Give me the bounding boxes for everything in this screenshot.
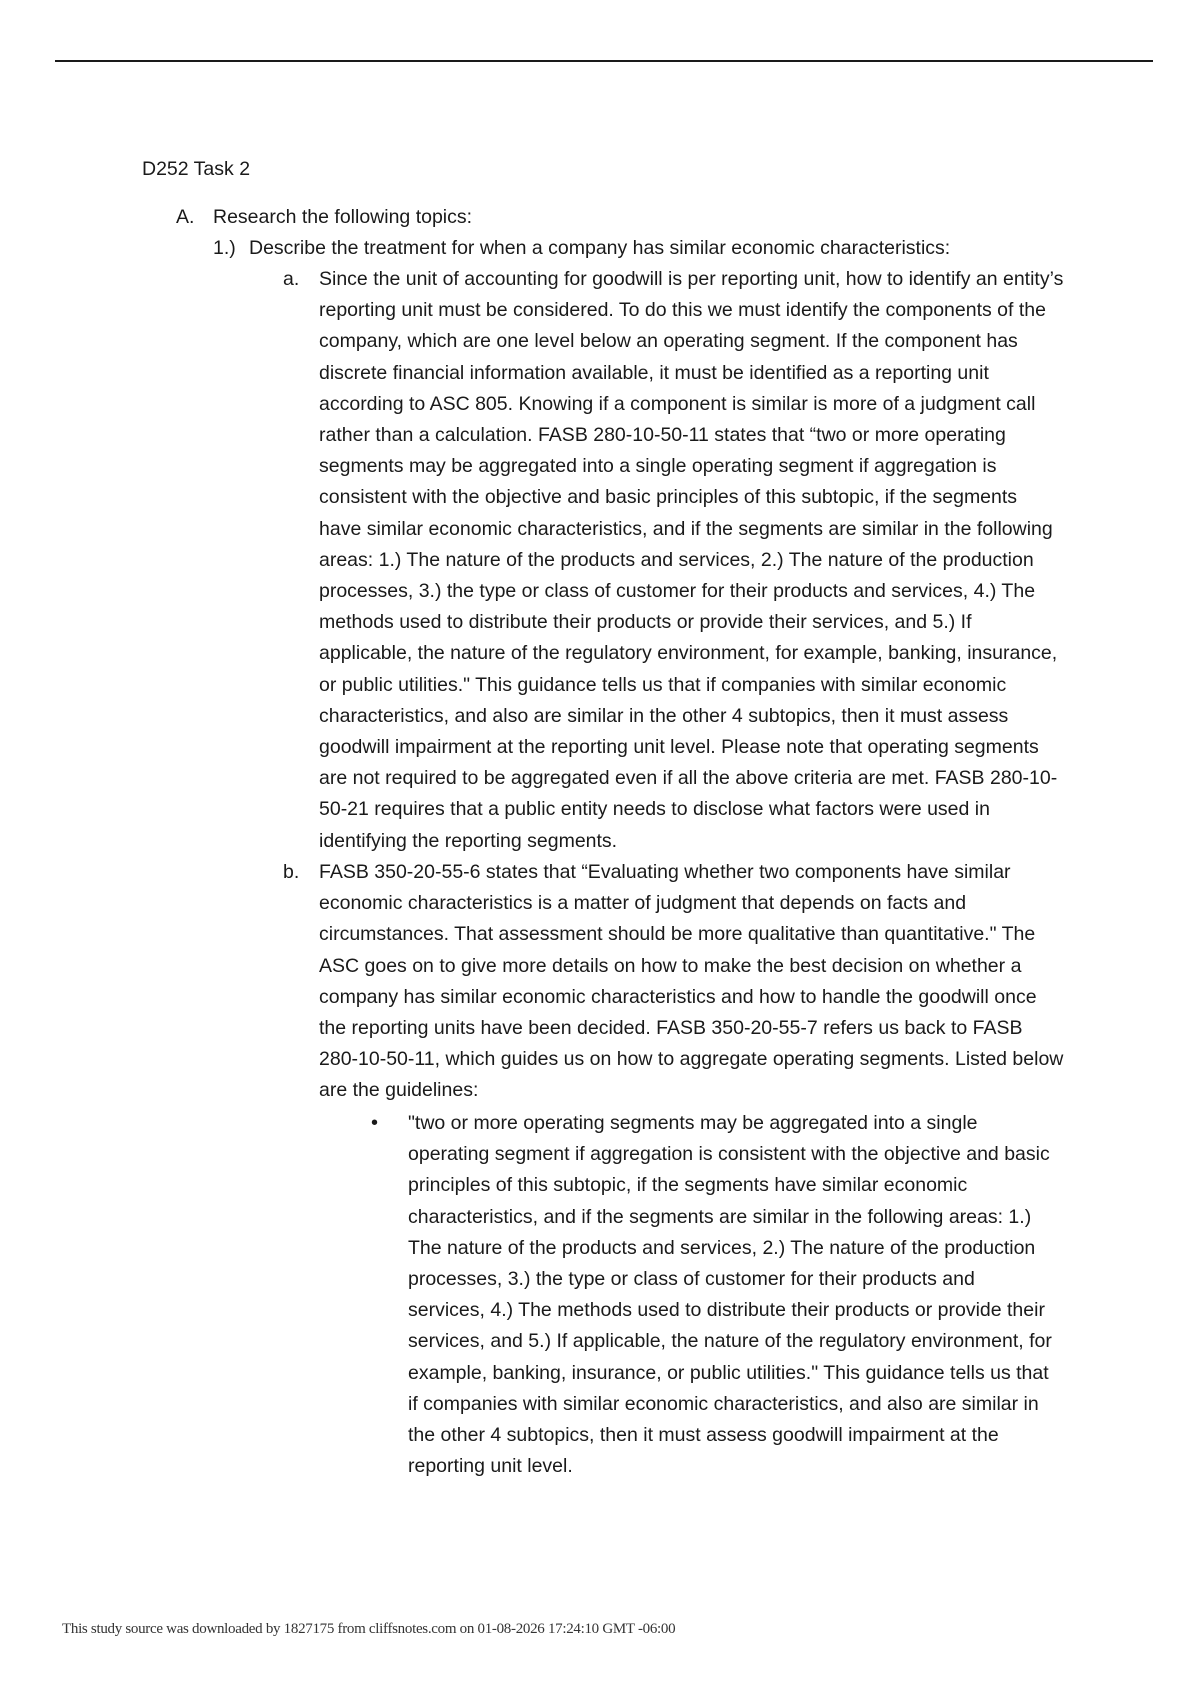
- section-heading-text: Research the following topics:: [213, 206, 473, 228]
- bullet-icon: •: [371, 1112, 379, 1134]
- bullet-item-text: "two or more operating segments may be aggregated into a single operating segment if aggregation is consistent with the objective and basic principles of this subtopic, if the segments have similar economic characteristics, and if the segments are similar in the following areas: 1.) The nature of the products and services, 2.) The nature of the production processes, 3.) the type or class of customer for their products and services, 4.) The methods used to distribute their products or provide their services, and 5.) If applicable, the nature of the regulatory environment, for example, banking, insurance, or public utilities." This guidance tells us that if companies with similar economic characteristics, and also are similar in the other 4 subtopics, then it must assess goodwill impairment at the reporting unit level.: [408, 1112, 1052, 1478]
- list-item-b-marker: b.: [283, 861, 300, 883]
- list-item-a-text: Since the unit of accounting for goodwill is per reporting unit, how to identify an entity’s reporting unit must be considered. To do this we must identify the components of the company, which are one level below an operating segment. If the component has discrete financial information available, it must be identified as a reporting unit according to ASC 805. Knowing if a component is similar is more of a judgment call rather than a calculation. FASB 280-10-50-11 states that “two or more operating segments may be aggregated into a single operating segment if aggregation is consistent with the objective and basic principles of this subtopic, if the segments have similar economic characteristics, and if the segments are similar in the following areas: 1.) The nature of the products and services, 2.) The nature of the production processes, 3.) the type or class of customer for their products and services, 4.) The methods used to distribute their products or provide their services, and 5.) If applicable, the nature of the regulatory environment, for example, banking, insurance, or public utilities." This guidance tells us that if companies with similar economic characteristics, and also are similar in the other 4 subtopics, then it must assess goodwill impairment at the reporting unit level. Please note that operating segments are not required to be aggregated even if all the above criteria are met. FASB 280-10-50-21 requires that a public entity needs to disclose what factors were used in identifying the reporting segments.: [319, 268, 1064, 852]
- download-footer: This study source was downloaded by 1827175 from cliffsnotes.com on 01-08-2026 17:24:10 GMT -06:00: [62, 1621, 676, 1637]
- document-title: D252 Task 2: [142, 158, 251, 180]
- list-item-a-marker: a.: [283, 268, 300, 290]
- top-rule: [55, 60, 1153, 62]
- list-item-b-text: FASB 350-20-55-6 states that “Evaluating whether two components have similar economic characteristics is a matter of judgment that depends on facts and circumstances. That assessment should be more qualitative than quantitative." The ASC goes on to give more details on how to make the best decision on whether a company has similar economic characteristics and how to handle the goodwill once the reporting units have been decided. FASB 350-20-55-7 refers us back to FASB 280-10-50-11, which guides us on how to aggregate operating segments. Listed below are the guidelines:: [319, 861, 1064, 1102]
- section-heading: [176, 202, 473, 233]
- question-text: Describe the treatment for when a company has similar economic characteristics:: [249, 237, 951, 259]
- question-line: [213, 233, 951, 264]
- question-marker: 1.): [213, 237, 236, 259]
- section-marker: A.: [176, 206, 195, 228]
